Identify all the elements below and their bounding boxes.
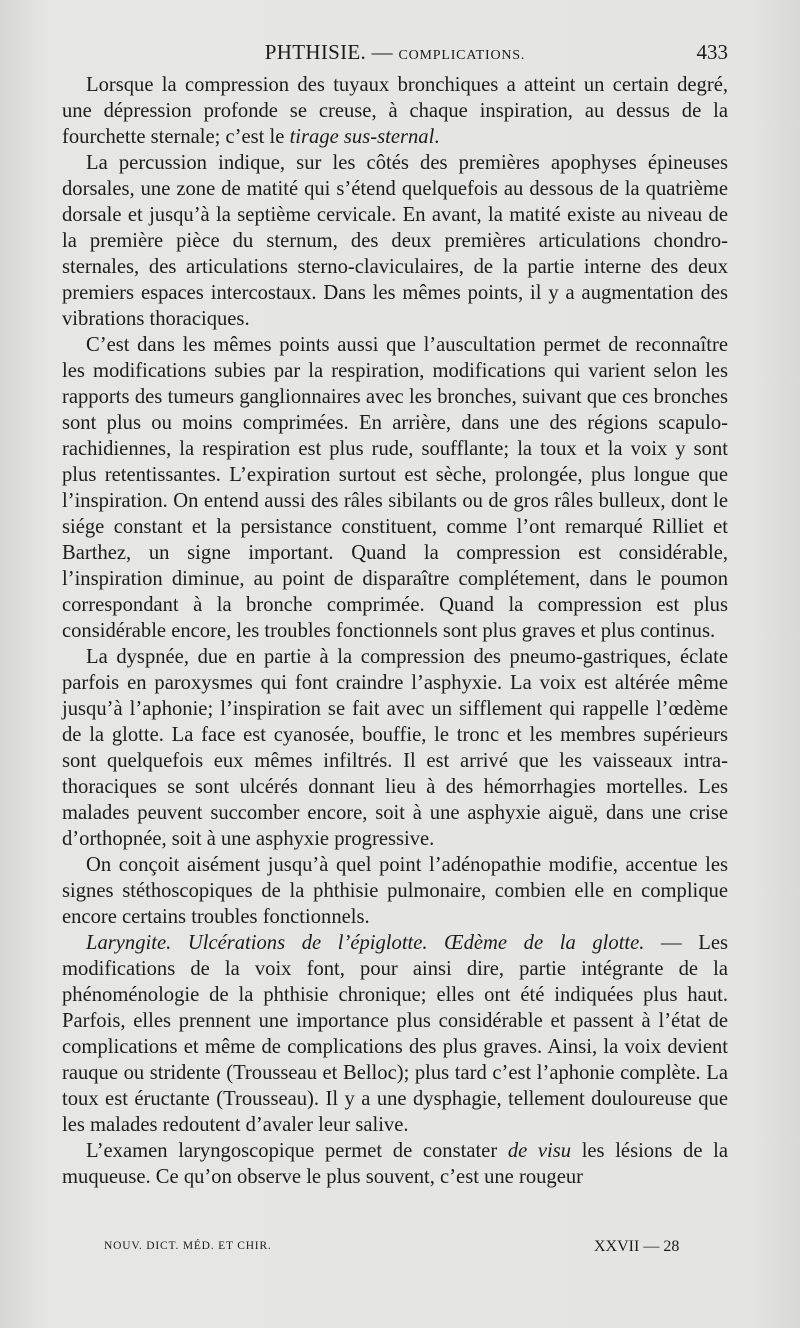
footer [104, 1238, 684, 1260]
text-run: L’examen laryngoscopique permet de constater [86, 1140, 508, 1162]
footer-signature: NOUV. DICT. MÉD. ET CHIR. [104, 1240, 272, 1252]
text-run: . [434, 126, 440, 148]
paragraph [62, 644, 728, 852]
paragraph [62, 150, 728, 332]
paragraph [62, 930, 728, 1138]
text-run: On conçoit aisément jusqu’à quel point l’adénopathie modifie, accentue les signes stéthoscopiques de la phthisie pulmonaire, combien elle en complique encore certains troubles fonctionnels. [62, 854, 728, 928]
italic-text: Laryngite. Ulcérations de l’épiglotte. Œdème de la glotte. [86, 932, 645, 954]
title-main: PHTHISIE. [264, 40, 367, 64]
body-text [62, 72, 728, 1190]
italic-text: de visu [507, 1140, 572, 1162]
paragraph [62, 1138, 728, 1190]
text-run: La dyspnée, due en partie à la compression des pneumo-gastriques, éclate parfois en paroxysmes qui font craindre l’asphyxie. La voix est altérée même jusqu’à l’aphonie; l’inspiration se fait avec un sifflement qui rappelle l’œdème de la glotte. La face est cyanosée, bouffie, le tronc et les membres supérieurs sont quelquefois eux mêmes infiltrés. Il est arrivé que les vaisseaux intra-thoraciques se sont ulcérés donnant lieu à des hémorrhagies mortelles. Les malades peuvent succomber encore, soit à une asphyxie aiguë, dans une crise d’orthopnée, soit à une asphyxie progressive. [62, 646, 728, 850]
text-run: La percussion indique, sur les côtés des premières apophyses épineuses dorsales, une zone de matité qui s’étend quelquefois au dessous de la quatrième dorsale et jusqu’à la septième cervicale. En avant, la matité existe au niveau de la première pièce du sternum, des deux premières articulations chondro-sternales, des articulations sterno-claviculaires, de la partie interne des deux premiers espaces intercostaux. Dans les mêmes points, il y a augmentation des vibrations thoraciques. [62, 152, 728, 330]
title-sub: COMPLICATIONS. [398, 48, 526, 63]
paragraph [62, 852, 728, 930]
running-title [62, 40, 728, 65]
italic-text: tirage sus-sternal [289, 126, 435, 148]
text-run: les lésions de la muqueuse. Ce qu’on observe le plus souvent, c’est une rougeur [62, 1140, 728, 1188]
paragraph [62, 72, 728, 150]
paragraph [62, 332, 728, 644]
page-number: 433 [696, 40, 728, 64]
text-run: C’est dans les mêmes points aussi que l’auscultation permet de reconnaître les modifications subies par la respiration, modifications qui varient selon les rapports des tumeurs ganglionnaires avec les bronches, suivant que ces bronches sont plus ou moins comprimées. En arrière, dans une des régions scapulo-rachidiennes, la respiration est plus rude, soufflante; la toux et la voix y sont plus retentissantes. L’expiration surtout est sèche, prolongée, plus longue que l’inspiration. On entend aussi des râles sibilants ou de gros râles bulleux, dont le siége constant et la persistance constituent, comme l’ont remarqué Rilliet et Barthez, un signe important. Quand la compression est considérable, l’inspiration diminue, au point de disparaître complétement, dans le poumon correspondant à la bronche comprimée. Quand la compression est plus considérable encore, les troubles fonctionnels sont plus graves et plus continus. [62, 334, 728, 642]
footer-sheet-number: XXVII — 28 [594, 1238, 680, 1255]
text-run: Lorsque la compression des tuyaux bronchiques a atteint un certain degré, une dépression profonde se creuse, à chaque inspiration, au dessus de la fourchette sternale; c’est le [62, 74, 728, 148]
text-run: — Les modifications de la voix font, pour ainsi dire, partie intégrante de la phénoménologie de la phthisie chronique; elles ont été indiquées plus haut. Parfois, elles prennent une importance plus considérable et passent à l’état de complications et même de complications des plus graves. Ainsi, la voix devient rauque ou stridente (Trousseau et Belloc); plus tard c’est l’aphonie complète. La toux est éructante (Trousseau). Il y a une dysphagie, tellement douloureuse que les malades redoutent d’avaler leur salive. [62, 932, 729, 1136]
running-header [62, 40, 728, 70]
title-dash: — [366, 40, 399, 64]
